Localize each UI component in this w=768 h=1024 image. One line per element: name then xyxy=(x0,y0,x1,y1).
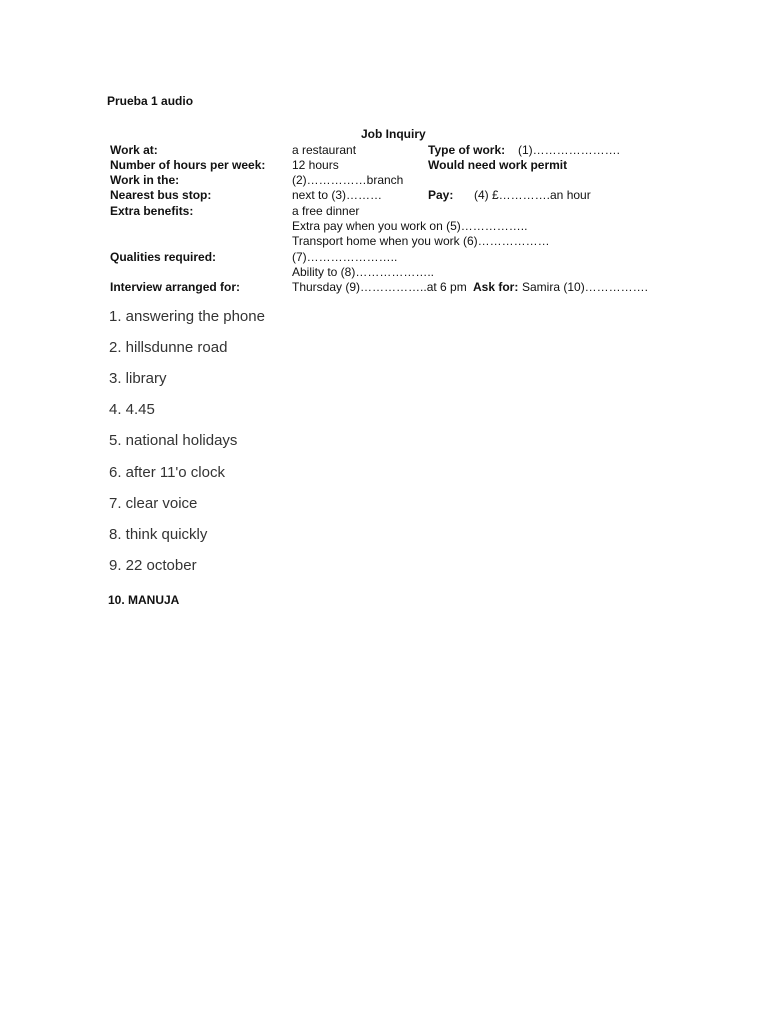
work-in-value: (2)……………branch xyxy=(292,173,404,187)
ask-for-value: Samira (10)……………. xyxy=(522,280,649,294)
hours-label: Number of hours per week: xyxy=(110,158,266,172)
answer-item: 8. think quickly xyxy=(109,526,208,543)
answer-item: 6. after 11'o clock xyxy=(109,464,225,481)
hours-value: 12 hours xyxy=(292,158,339,172)
answer-item: 5. national holidays xyxy=(109,432,238,449)
quality-1: (7)………………….. xyxy=(292,250,398,264)
form-title: Job Inquiry xyxy=(361,127,426,141)
answer-item: 2. hillsdunne road xyxy=(109,339,228,356)
interview-label: Interview arranged for: xyxy=(110,280,241,294)
interview-value: Thursday (9)……………..at 6 pm xyxy=(292,280,467,294)
work-in-label: Work in the: xyxy=(110,173,180,187)
work-at-label: Work at: xyxy=(110,143,158,157)
type-of-work-value: (1)…………………. xyxy=(518,143,620,157)
answer-item: 3. library xyxy=(109,370,167,387)
bus-stop-value: next to (3)……… xyxy=(292,188,383,202)
pay-value: (4) £………….an hour xyxy=(474,188,591,202)
benefits-label: Extra benefits: xyxy=(110,204,194,218)
answer-item: 1. answering the phone xyxy=(109,308,265,325)
qualities-label: Qualities required: xyxy=(110,250,217,264)
ask-for-label: Ask for: xyxy=(473,280,519,294)
document-title: Prueba 1 audio xyxy=(107,94,194,108)
answer-item: 7. clear voice xyxy=(109,495,198,512)
work-at-value: a restaurant xyxy=(292,143,357,157)
benefit-3: Transport home when you work (6)……………… xyxy=(292,234,550,248)
answer-item: 10. MANUJA xyxy=(108,593,180,607)
bus-stop-label: Nearest bus stop: xyxy=(110,188,212,202)
benefit-1: a free dinner xyxy=(292,204,360,218)
benefit-2: Extra pay when you work on (5)…………….. xyxy=(292,219,528,233)
pay-label: Pay: xyxy=(428,188,454,202)
permit-label: Would need work permit xyxy=(428,158,568,172)
quality-2: Ability to (8)……………….. xyxy=(292,265,435,279)
answer-item: 4. 4.45 xyxy=(109,401,155,418)
answer-item: 9. 22 october xyxy=(109,557,197,574)
type-of-work-label: Type of work: xyxy=(428,143,506,157)
